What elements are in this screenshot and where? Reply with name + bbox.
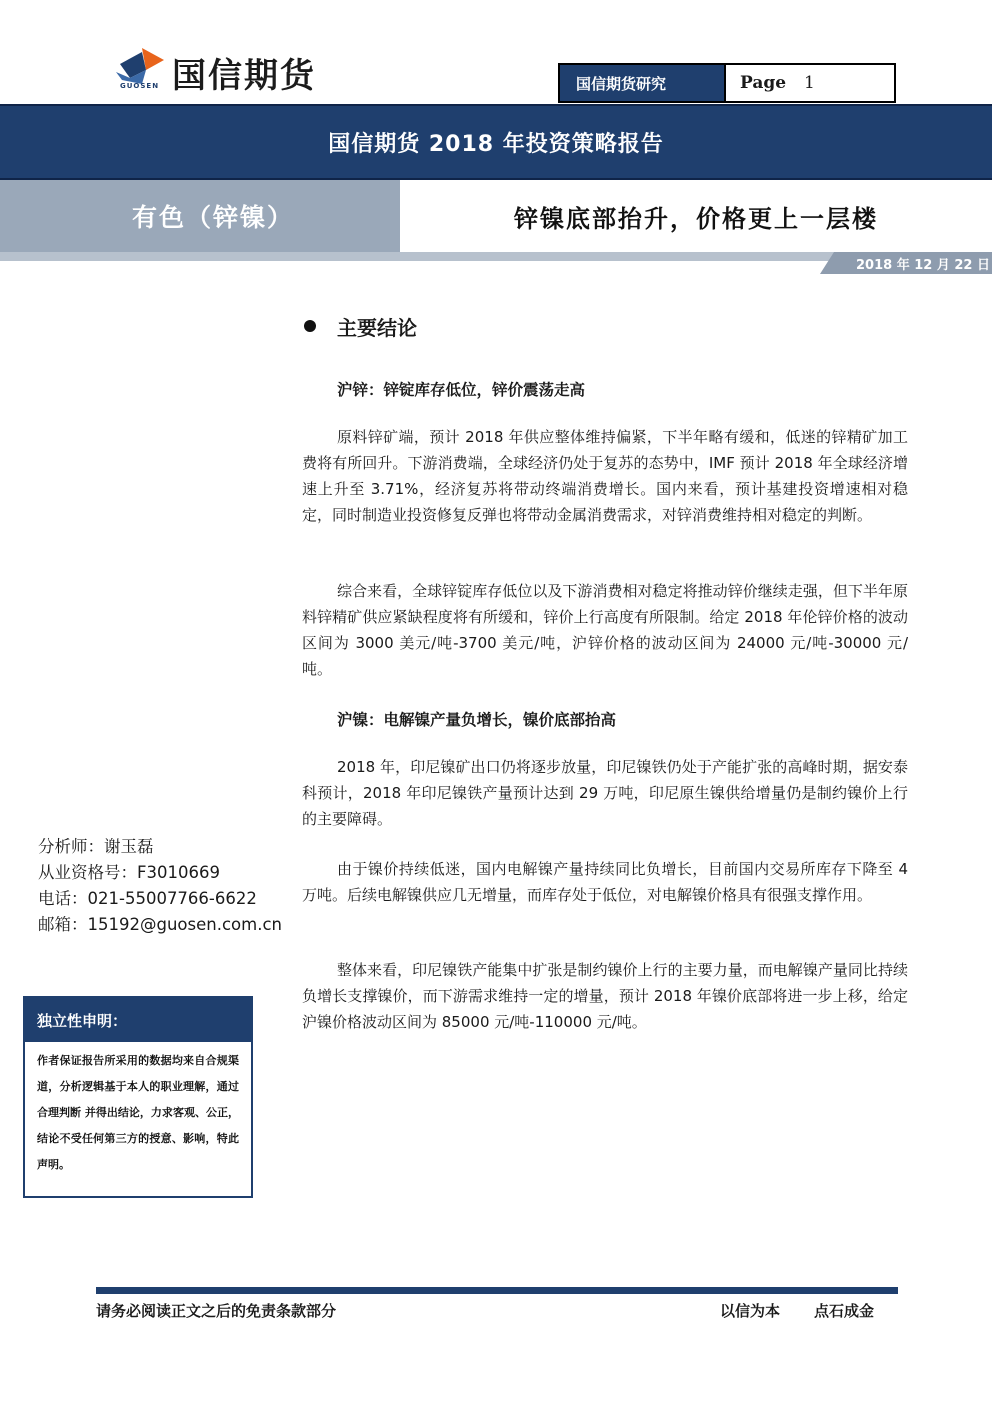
nickel-paragraph-2: 由于镍价持续低迷，国内电解镍产量持续同比负增长，目前国内交易所库存下降至 4 万吨。后续电解镍供应几无增量，而库存处于低位，对电解镍价格具有很强支撑作用。 bbox=[302, 860, 908, 904]
section-title: 主要结论 bbox=[337, 316, 417, 340]
zinc-subtitle: 沪锌：锌锭库存低位，锌价震荡走高 bbox=[337, 381, 586, 399]
logo-text: 国信期货 bbox=[172, 56, 316, 96]
analyst-info bbox=[38, 834, 282, 938]
footer-slogans bbox=[720, 1300, 874, 1321]
zinc-paragraph-1: 原料锌矿端，预计 2018 年供应整体维持偏紧，下半年略有缓和，低迷的锌精矿加工费将有所回升。下游消费端，全球经济仍处于复苏的态势中，IMF 预计 2018 年全球经济增速上升至 3.71%，经济复苏将带动终端消费增长。国内来看，预计基建投资增速相对稳定，同时制造业投资修复反弹也将带动金属消费需求，对锌消费维持相对稳定的判断。 bbox=[302, 428, 908, 524]
logo-sub: GUOSEN bbox=[120, 82, 160, 90]
footer-disclaimer: 请务必阅读正文之后的免责条款部分 bbox=[96, 1302, 337, 1320]
nickel-paragraph-3: 整体来看，印尼镍铁产能集中扩张是制约镍价上行的主要力量，而电解镍产量同比持续负增长支撑镍价，而下游需求维持一定的增量，预计 2018 年镍价底部将进一步上移，给定沪镍价格波动区间为 85000 元/吨-110000 元/吨。 bbox=[302, 961, 908, 1031]
report-headline: 锌镍底部抬升，价格更上一层楼 bbox=[514, 204, 878, 233]
guosen-logo-icon bbox=[116, 48, 168, 84]
footer-divider bbox=[96, 1287, 898, 1294]
statement-body: 作者保证报告所采用的数据均来自合规渠道，分析逻辑基于本人的职业理解，通过合理判断 并得出结论，力求客观、公正，结论不受任何第三方的授意、影响，特此声明。 bbox=[37, 1054, 239, 1171]
nickel-paragraph-1: 2018 年，印尼镍矿出口仍将逐步放量，印尼镍铁仍处于产能扩张的高峰时期，据安泰科预计，2018 年印尼镍铁产量预计达到 29 万吨，印尼原生镍供给增量仍是制约镍价上行的主要障碍。 bbox=[302, 758, 908, 828]
page-indicator bbox=[726, 65, 894, 101]
sector-band bbox=[0, 180, 400, 252]
analyst-email: 邮箱：15192@guosen.com.cn bbox=[38, 915, 282, 934]
analyst-license: 从业资格号：F3010669 bbox=[38, 863, 220, 882]
bullet-icon bbox=[304, 320, 316, 332]
sector-label: 有色（锌镍） bbox=[132, 203, 295, 232]
nickel-subtitle: 沪镍：电解镍产量负增长，镍价底部抬高 bbox=[337, 711, 617, 729]
report-date: 2018 年 12 月 22 日 bbox=[856, 258, 990, 273]
footer-slogan-2: 点石成金 bbox=[814, 1302, 875, 1320]
report-title-band bbox=[0, 104, 992, 180]
analyst-name: 分析师：谢玉磊 bbox=[38, 837, 154, 856]
headline-area bbox=[400, 180, 992, 252]
independence-statement bbox=[23, 996, 253, 1198]
research-page-box bbox=[558, 63, 896, 103]
report-title: 国信期货 2018 年投资策略报告 bbox=[328, 131, 664, 157]
page-label: Page bbox=[740, 73, 787, 93]
statement-title: 独立性申明： bbox=[25, 998, 251, 1042]
footer-slogan-1: 以信为本 bbox=[720, 1302, 781, 1320]
page-number: 1 bbox=[804, 73, 815, 93]
research-label: 国信期货研究 bbox=[560, 65, 726, 101]
zinc-paragraph-2: 综合来看，全球锌锭库存低位以及下游消费相对稳定将推动锌价继续走强，但下半年原料锌精矿供应紧缺程度将有所缓和，锌价上行高度有所限制。给定 2018 年伦锌价格的波动区间为 3000 美元/吨-3700 美元/吨，沪锌价格的波动区间为 24000 元/吨-30000 元/吨。 bbox=[302, 582, 908, 678]
analyst-phone: 电话：021-55007766-6622 bbox=[38, 889, 257, 908]
